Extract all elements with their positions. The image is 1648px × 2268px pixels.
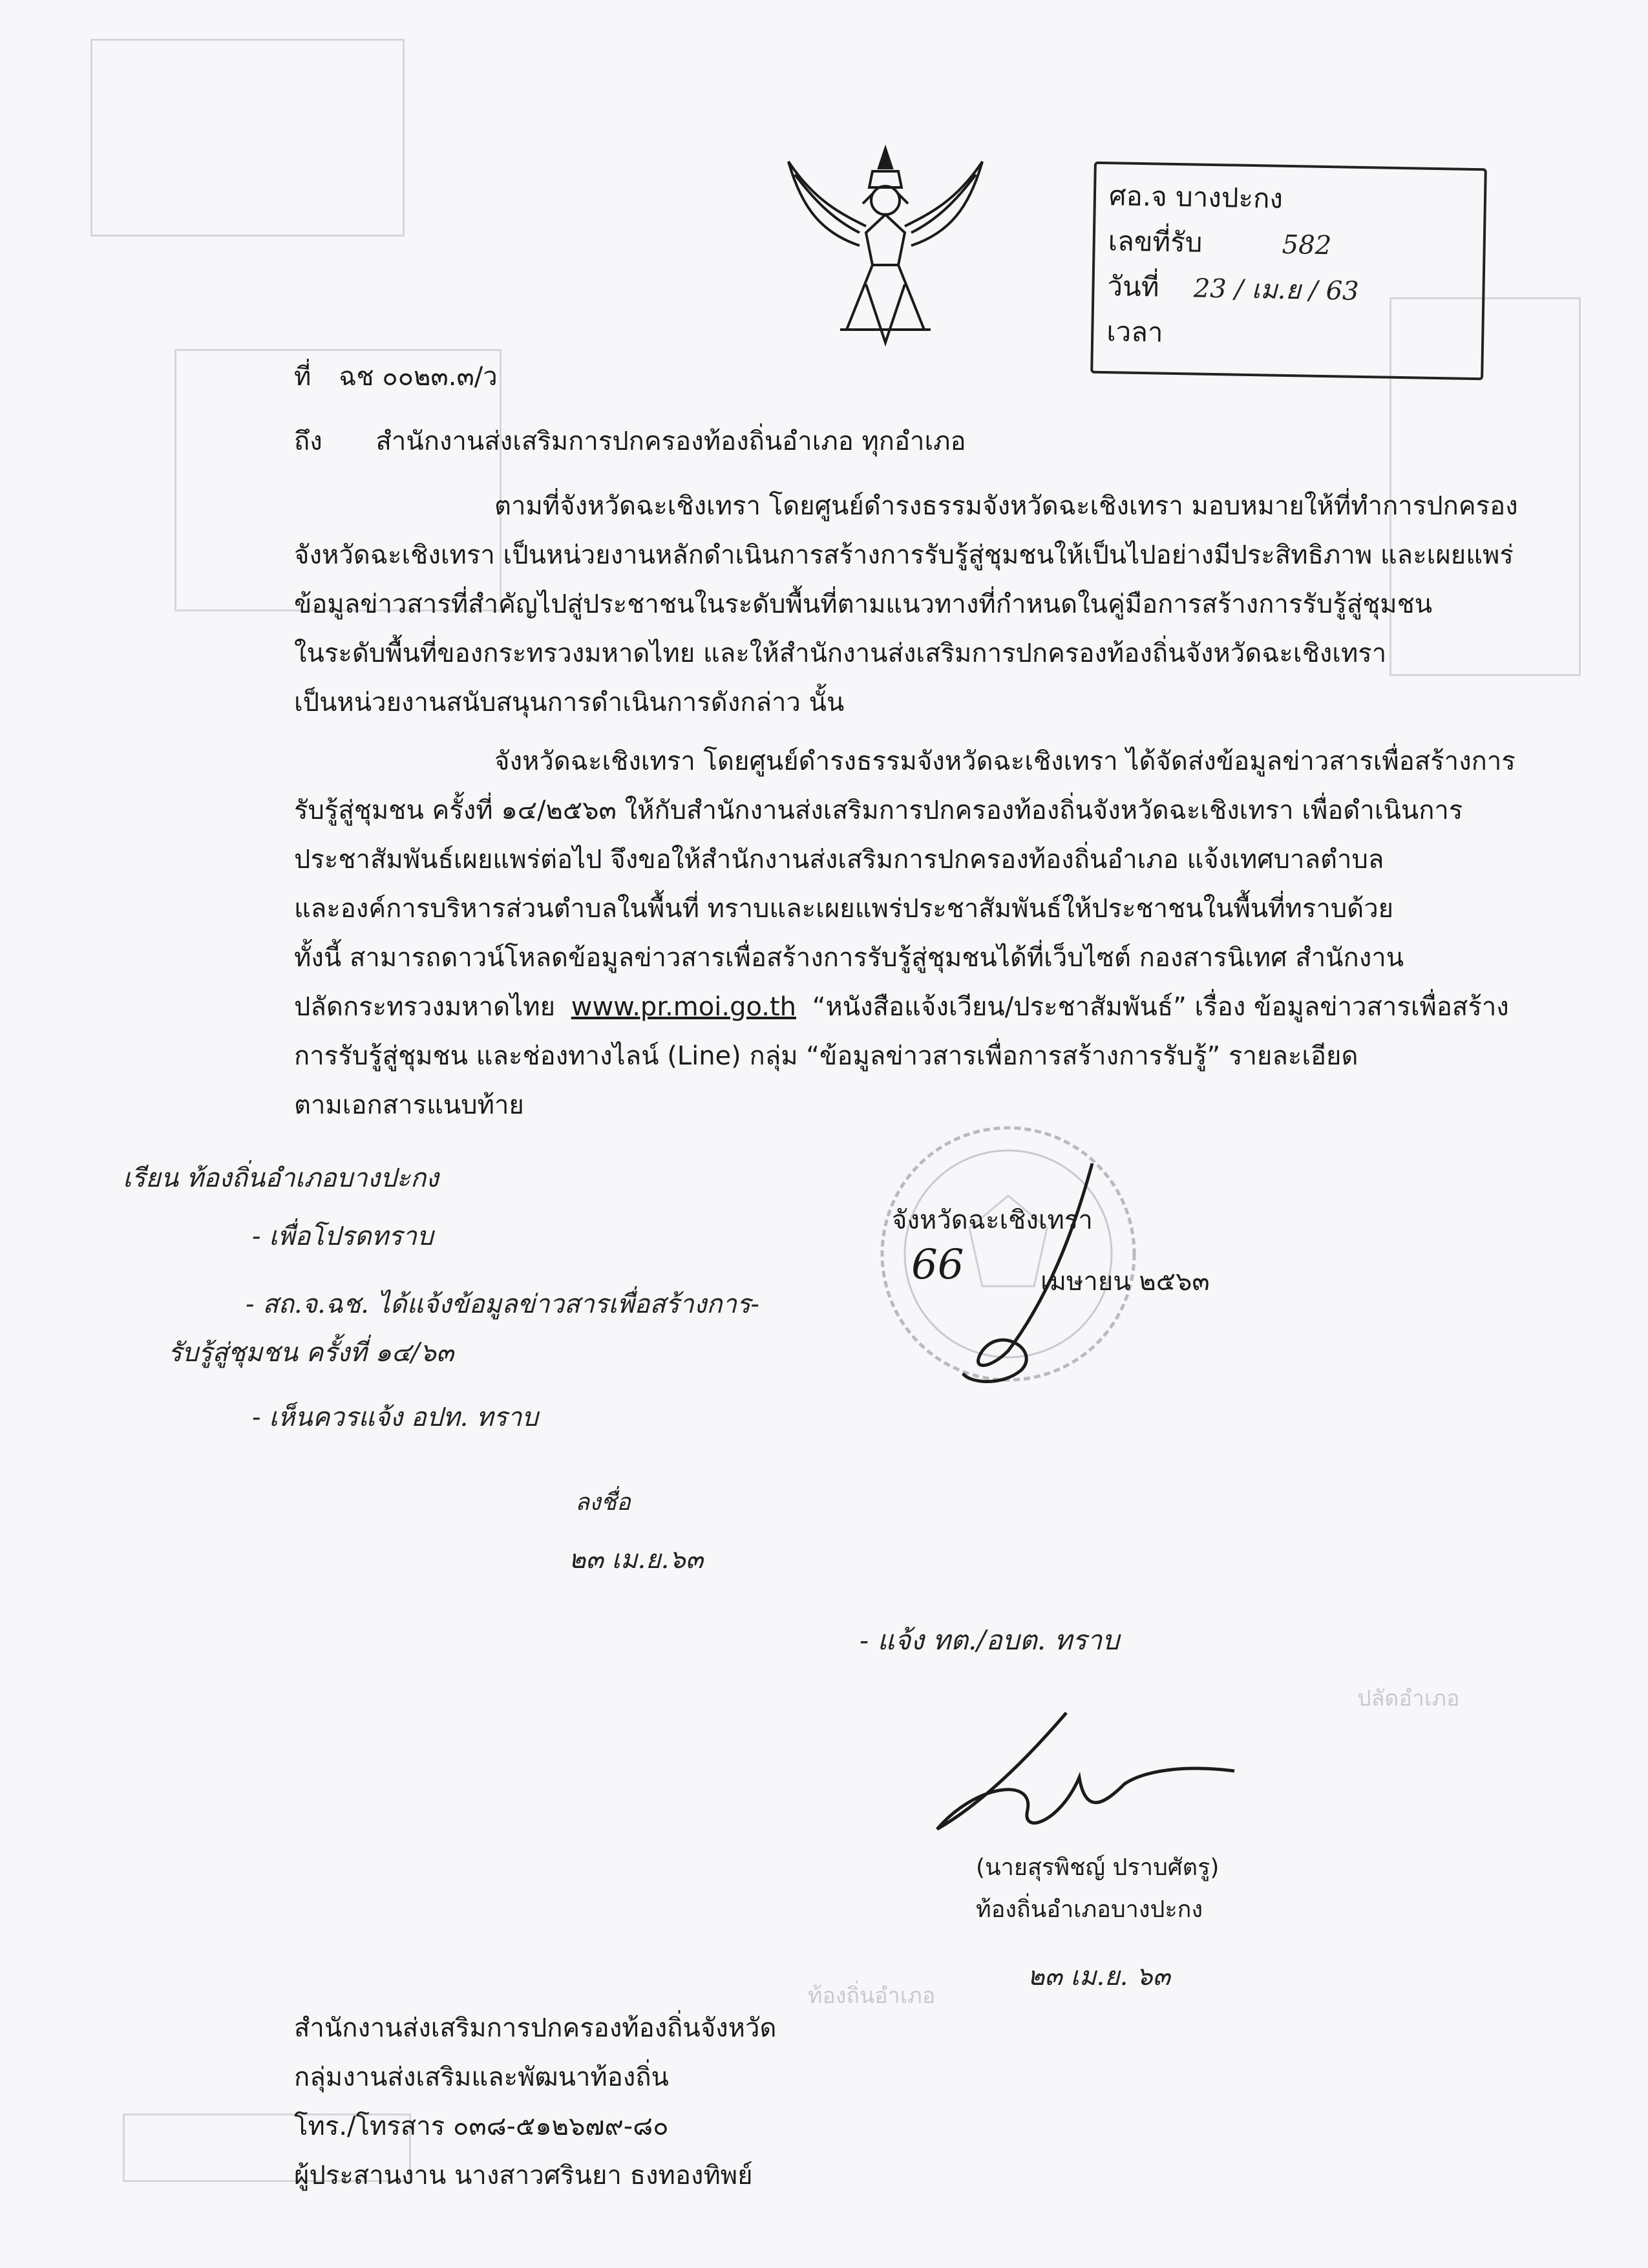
order-line: - แจ้ง ทต./อบต. ทราบ — [860, 1624, 1119, 1656]
note-line: รับรู้สู่ชุมชน ครั้งที่ ๑๔/๖๓ — [168, 1338, 454, 1368]
order-date: ๒๓ เม.ย. ๖๓ — [1028, 1962, 1170, 1991]
paragraph2-line: ประชาสัมพันธ์เผยแพร่ต่อไป จึงขอให้สำนักงานส่งเสริมการปกครองท้องถิ่นอำเภอ แจ้งเทศบาลตำบล — [294, 845, 1384, 874]
paragraph1-line: เป็นหน่วยงานสนับสนุนการดำเนินการดังกล่าว นั้น — [294, 688, 845, 717]
footer-line: สำนักงานส่งเสริมการปกครองท้องถิ่นจังหวัด — [294, 2013, 777, 2043]
paragraph2-line6-prefix: ปลัดกระทรวงมหาดไทย — [294, 992, 556, 1022]
paragraph1-line: ข้อมูลข่าวสารที่สำคัญไปสู่ประชาชนในระดับพื้นที่ตามแนวทางที่กำหนดในคู่มือการสร้างการรับรู้สู่ชุมชน — [294, 589, 1433, 619]
order-name: (นายสุรพิชญ์ ปราบศัตรู) — [976, 1854, 1220, 1881]
bleed-through-text: ปลัดอำเภอ — [1357, 1686, 1460, 1712]
reference-number: ฉช ๐๐๒๓.๓/ว — [339, 362, 498, 392]
note-line: - เห็นควรแจ้ง อปท. ทราบ — [252, 1403, 538, 1432]
paragraph2-line: ตามเอกสารแนบท้าย — [294, 1090, 524, 1120]
note-initial: ลงชื่อ — [575, 1489, 631, 1516]
note-line: เรียน ท้องถิ่นอำเภอบางปะกง — [123, 1163, 439, 1193]
director-signature-icon — [911, 1706, 1247, 1849]
addressee-label: ถึง — [294, 427, 322, 456]
paragraph2-line: ทั้งนี้ สามารถดาวน์โหลดข้อมูลข่าวสารเพื่อสร้างการรับรู้สู่ชุมชนได้ที่เว็บไซต์ กองสารนิเทศ สำนักงาน — [294, 943, 1404, 973]
note-line: - เพื่อโปรดทราบ — [252, 1222, 434, 1251]
stamp-received-number: 582 — [1282, 229, 1332, 261]
paragraph1-line: ตามที่จังหวัดฉะเชิงเทรา โดยศูนย์ดำรงธรรมจังหวัดฉะเชิงเทรา มอบหมายให้ที่ทำการปกครอง — [494, 491, 1518, 521]
footer-line: ผู้ประสานงาน นางสาวศรินยา ธงทองทิพย์ — [294, 2161, 753, 2190]
footer-line: โทร./โทรสาร ๐๓๘-๕๑๒๖๗๙-๘๐ — [294, 2112, 669, 2141]
addressee-line — [294, 417, 966, 466]
paragraph2-line — [294, 982, 1509, 1032]
stamp-org: ศอ.จ บางปะกง — [1108, 180, 1284, 215]
receipt-stamp — [1090, 162, 1487, 381]
garuda-emblem-icon — [776, 136, 995, 349]
signature-province: จังหวัดฉะเชิงเทรา — [892, 1205, 1093, 1235]
paragraph2-line: และองค์การบริหารส่วนตำบลในพื้นที่ ทราบและเผยแพร่ประชาสัมพันธ์ให้ประชาชนในพื้นที่ทราบด้วย — [294, 894, 1394, 924]
note-line: - สถ.จ.ฉช. ได้แจ้งข้อมูลข่าวสารเพื่อสร้างการ- — [246, 1289, 759, 1319]
paragraph2-line6-suffix: “หนังสือแจ้งเวียน/ประชาสัมพันธ์” เรื่อง ข้อมูลข่าวสารเพื่อสร้าง — [812, 992, 1509, 1022]
note-date: ๒๓ เม.ย.๖๓ — [569, 1545, 704, 1574]
stamp-date-value: 23 / เม.ย / 63 — [1193, 273, 1360, 306]
website-link[interactable]: www.pr.moi.go.th — [571, 992, 796, 1022]
signature-month-year: เมษายน ๒๕๖๓ — [1041, 1267, 1210, 1297]
paragraph2-line: จังหวัดฉะเชิงเทรา โดยศูนย์ดำรงธรรมจังหวัดฉะเชิงเทรา ได้จัดส่งข้อมูลข่าวสารเพื่อสร้างการ — [494, 747, 1516, 776]
bleed-through-text: ท้องถิ่นอำเภอ — [808, 1983, 936, 2009]
signature-day: 66 — [911, 1241, 964, 1289]
reference-label: ที่ — [294, 362, 312, 392]
order-title: ท้องถิ่นอำเภอบางปะกง — [976, 1896, 1203, 1923]
official-signature-icon — [931, 1157, 1125, 1396]
stamp-date-label: วันที่ — [1107, 270, 1159, 303]
bleed-through-stamp — [90, 39, 405, 237]
paragraph2-line: การรับรู้สู่ชุมชน และช่องทางไลน์ (Line) กลุ่ม “ข้อมูลข่าวสารเพื่อการสร้างการรับรู้” รายละเอียด — [294, 1041, 1358, 1071]
stamp-received-label: เลขที่รับ — [1108, 225, 1203, 259]
paragraph1-line: จังหวัดฉะเชิงเทรา เป็นหน่วยงานหลักดำเนินการสร้างการรับรู้สู่ชุมชนให้เป็นไปอย่างมีประสิทธิภาพ และเผยแพร่ — [294, 540, 1514, 570]
addressee-text: สำนักงานส่งเสริมการปกครองท้องถิ่นอำเภอ ทุกอำเภอ — [375, 427, 966, 456]
paragraph2-line: รับรู้สู่ชุมชน ครั้งที่ ๑๔/๒๕๖๓ ให้กับสำนักงานส่งเสริมการปกครองท้องถิ่นจังหวัดฉะเชิงเทรา เพื่อดำเนินการ — [294, 796, 1463, 825]
stamp-time-label: เวลา — [1106, 315, 1164, 348]
paragraph1-line: ในระดับพื้นที่ของกระทรวงมหาดไทย และให้สำนักงานส่งเสริมการปกครองท้องถิ่นจังหวัดฉะเชิงเทรา — [294, 639, 1387, 668]
footer-line: กลุ่มงานส่งเสริมและพัฒนาท้องถิ่น — [294, 2062, 669, 2092]
reference-line — [294, 352, 498, 401]
